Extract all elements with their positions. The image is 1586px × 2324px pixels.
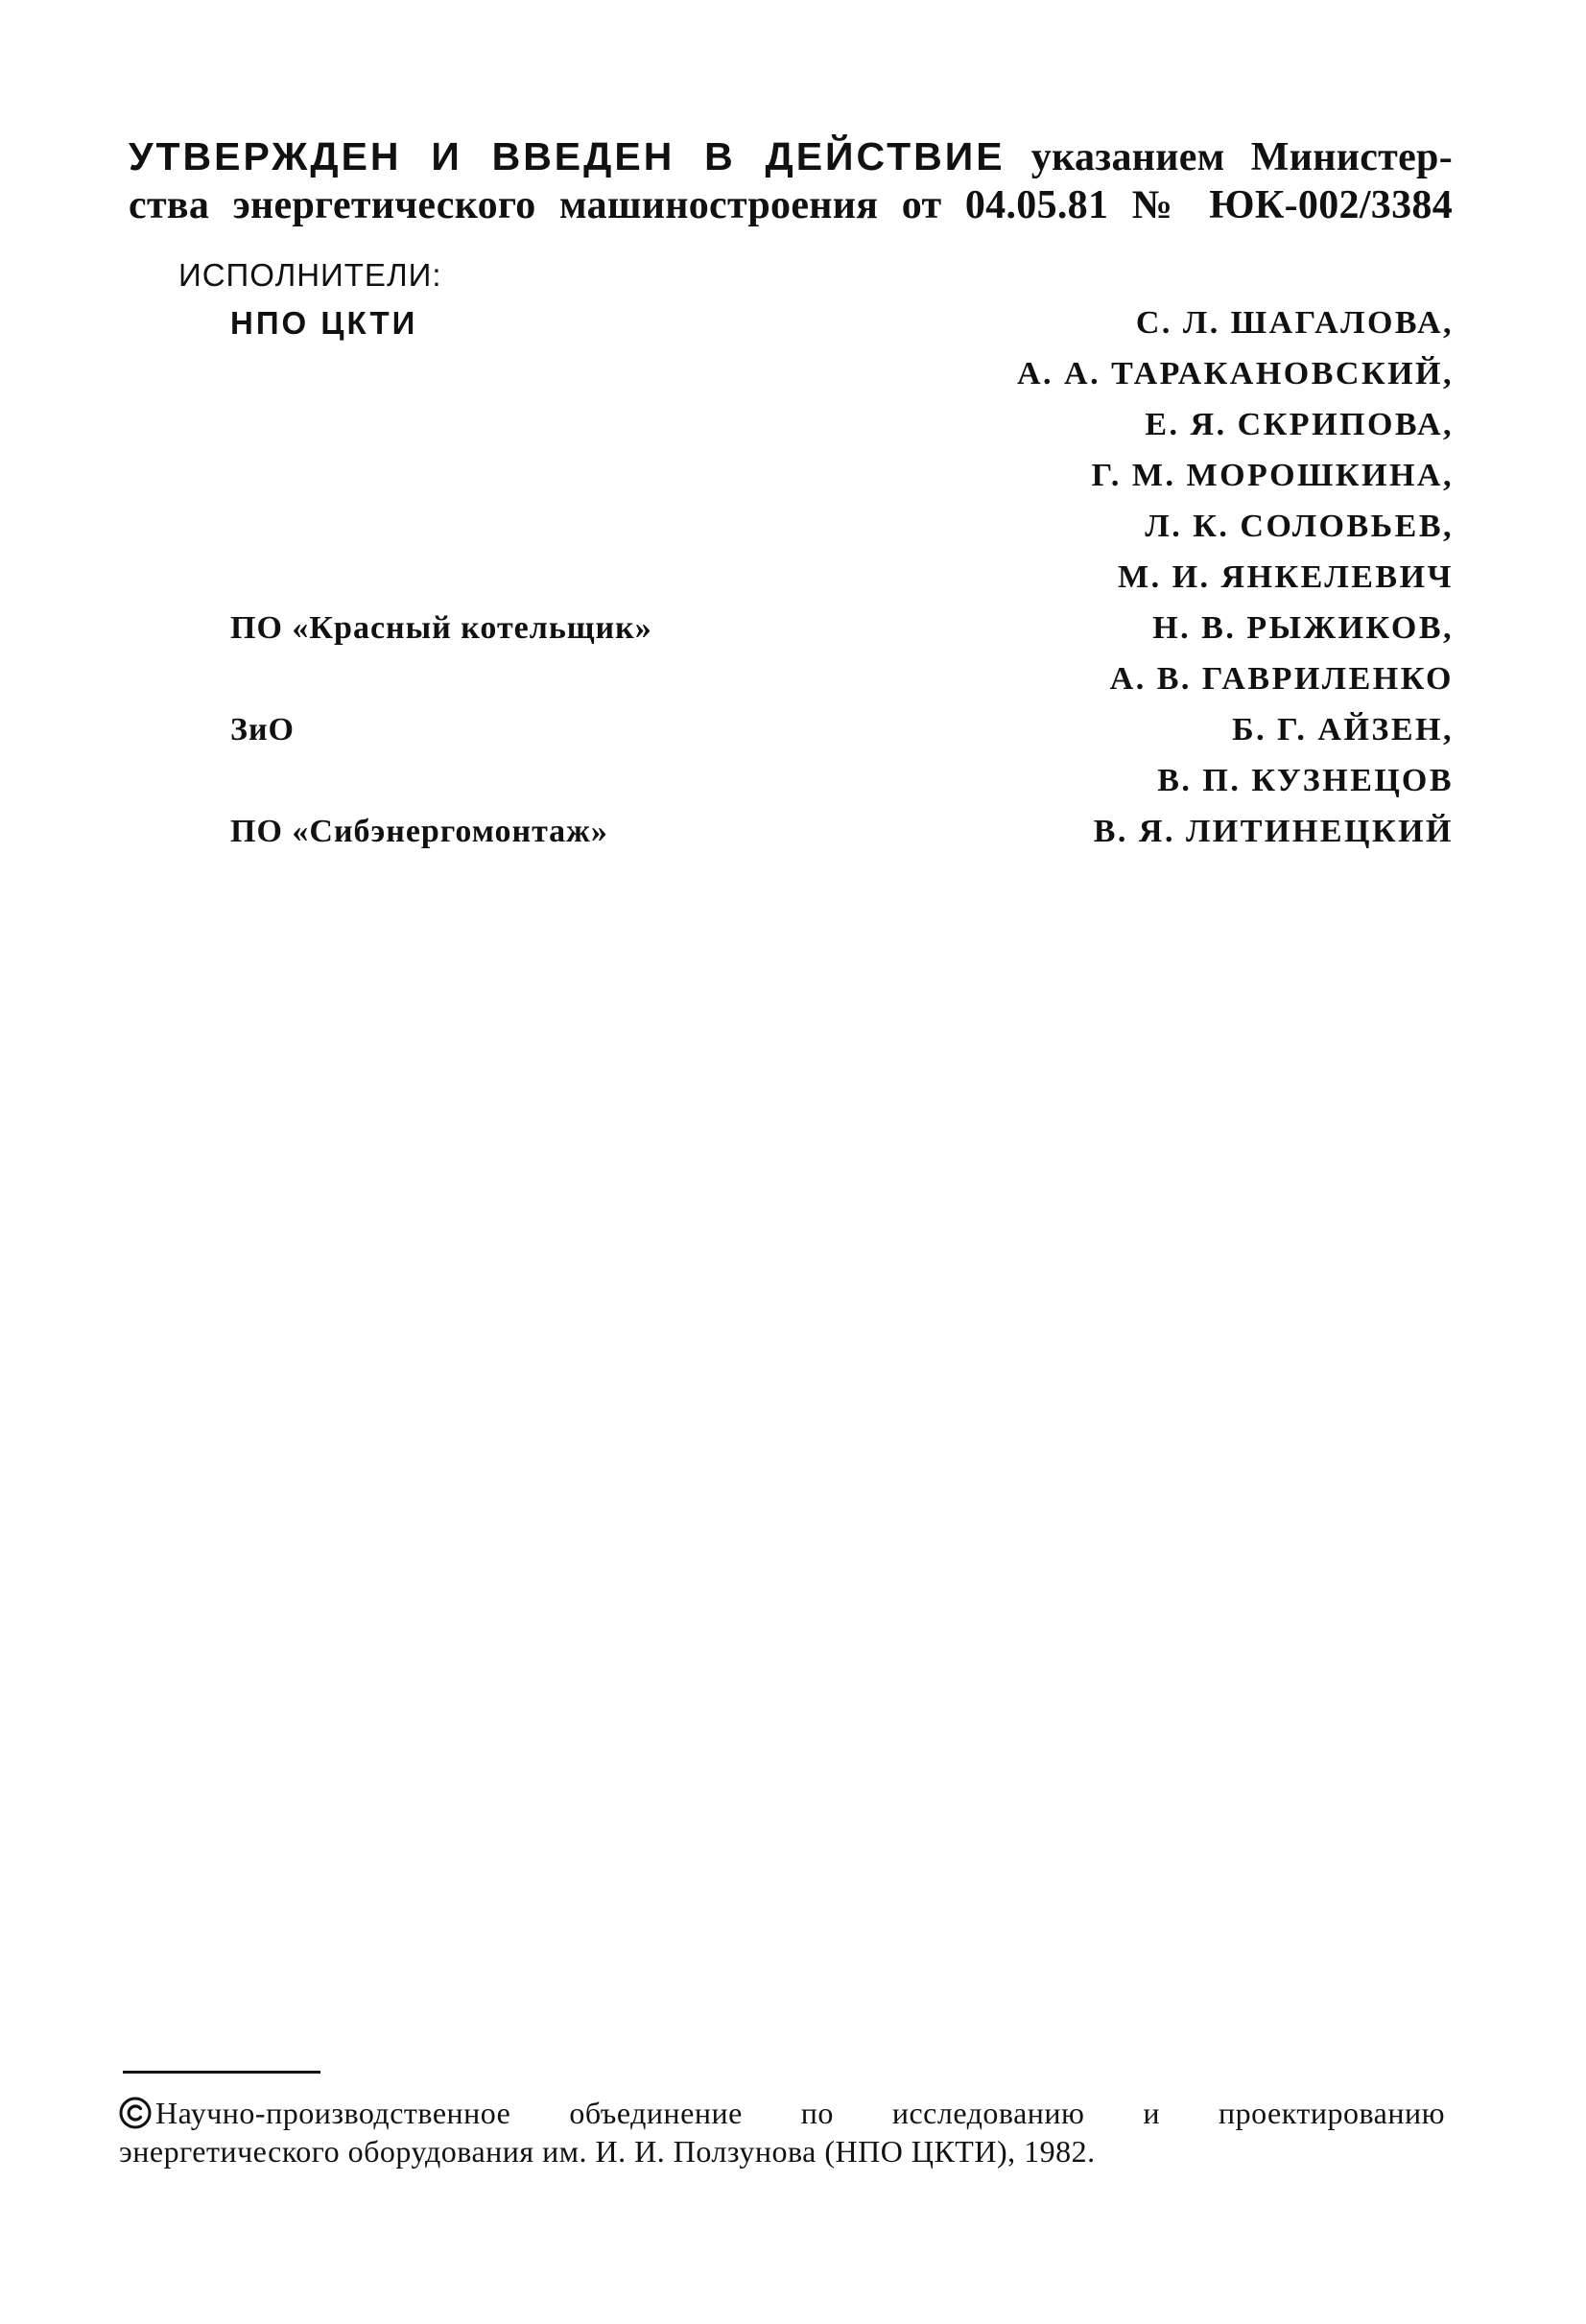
executor-name: Г. М. МОРОШКИНА, bbox=[1091, 458, 1454, 493]
executor-row bbox=[0, 407, 1586, 457]
executor-name: В. П. КУЗНЕЦОВ bbox=[1157, 763, 1454, 798]
executor-row bbox=[0, 305, 1586, 355]
executor-row bbox=[0, 509, 1586, 558]
executor-name: Н. В. РЫЖИКОВ, bbox=[1152, 610, 1454, 646]
executor-row bbox=[0, 610, 1586, 660]
executor-name: М. И. ЯНКЕЛЕВИЧ bbox=[1117, 559, 1454, 595]
copyright-footnote bbox=[119, 2094, 1445, 2170]
executor-row bbox=[0, 712, 1586, 762]
executor-row bbox=[0, 814, 1586, 864]
approval-lead: УТВЕРЖДЕН И ВВЕДЕН В ДЕЙСТВИЕ bbox=[129, 134, 1006, 178]
organization-name: ЗиО bbox=[230, 712, 295, 747]
footnote-divider bbox=[123, 2071, 320, 2074]
executor-row bbox=[0, 559, 1586, 609]
executor-name: С. Л. ШАГАЛОВА, bbox=[1135, 305, 1454, 341]
executor-row bbox=[0, 356, 1586, 406]
organization-name: ПО «Красный котельщик» bbox=[230, 610, 652, 646]
executor-name: Е. Я. СКРИПОВА, bbox=[1145, 407, 1454, 442]
executor-name: А. А. ТАРАКАНОВСКИЙ, bbox=[1017, 356, 1454, 391]
executor-row bbox=[0, 763, 1586, 813]
executor-name: Л. К. СОЛОВЬЕВ, bbox=[1145, 509, 1454, 544]
footnote-line-2: энергетического оборудования им. И. И. Ползунова (НПО ЦКТИ), 1982. bbox=[119, 2134, 1096, 2169]
executor-name: А. В. ГАВРИЛЕНКО bbox=[1109, 661, 1454, 697]
executor-row bbox=[0, 458, 1586, 508]
approval-line-1-rest: указанием Министер- bbox=[1030, 135, 1453, 179]
footnote-text-line-1: Научно-производственное объединение по исследованию и проектированию bbox=[155, 2096, 1445, 2130]
approval-line-1 bbox=[129, 132, 1453, 181]
approval-line-2: ства энергетического машиностроения от 04.05.81 № ЮК-002/3384 bbox=[129, 183, 1453, 227]
organization-name: ПО «Сибэнергомонтаж» bbox=[230, 814, 608, 849]
executor-name: В. Я. ЛИТИНЕЦКИЙ bbox=[1093, 814, 1454, 849]
footnote-line-1 bbox=[119, 2094, 1445, 2132]
executor-row bbox=[0, 661, 1586, 711]
approval-statement bbox=[129, 132, 1453, 229]
organization-name: НПО ЦКТИ bbox=[230, 305, 418, 341]
executors-heading: ИСПОЛНИТЕЛИ: bbox=[178, 257, 442, 293]
executor-name: Б. Г. АЙЗЕН, bbox=[1232, 712, 1454, 747]
copyright-icon bbox=[119, 2097, 152, 2129]
